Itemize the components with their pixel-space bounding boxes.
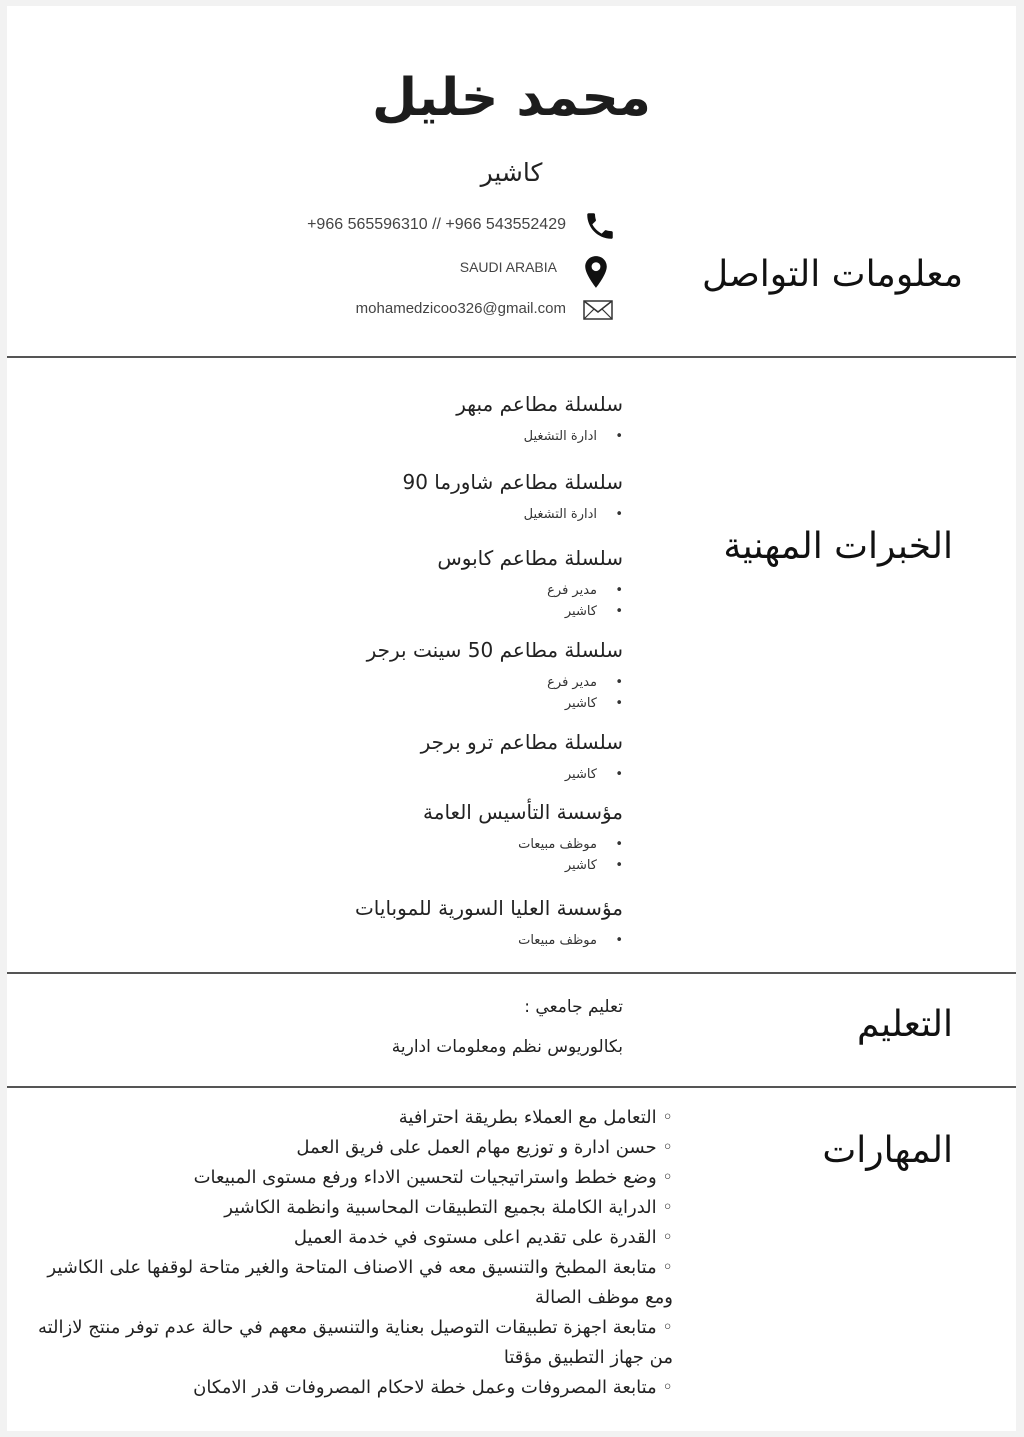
experience-item xyxy=(355,896,623,951)
role-item: • ادارة التشغيل xyxy=(402,504,623,525)
skills-list xyxy=(23,1103,673,1403)
phone-numbers: +966 565596310 // +966 543552429 xyxy=(307,216,566,233)
education-section-title: التعليم xyxy=(857,1004,953,1045)
divider xyxy=(7,356,1016,358)
role-list xyxy=(355,930,623,951)
email-text[interactable]: mohamedzicoo326@gmail.com xyxy=(355,300,566,317)
skill-item: ◦ وضع خطط واستراتيجيات لتحسين الاداء ورفع مستوى المبيعات xyxy=(23,1163,673,1193)
company-name: مؤسسة التأسيس العامة xyxy=(423,800,623,824)
phone-icon xyxy=(583,209,617,243)
experience-item xyxy=(367,638,623,714)
experience-item xyxy=(402,470,623,525)
experience-section-title: الخبرات المهنية xyxy=(723,526,953,567)
role-item: • كاشير xyxy=(437,601,623,622)
skill-item: ◦ متابعة المصروفات وعمل خطة لاحكام المصروفات قدر الامكان xyxy=(23,1373,673,1403)
company-name: سلسلة مطاعم مبهر xyxy=(456,392,623,416)
job-title: كاشير xyxy=(480,158,543,187)
company-name: سلسلة مطاعم ترو برجر xyxy=(420,730,623,754)
candidate-name: محمد خليل xyxy=(371,68,652,128)
role-item: • ادارة التشغيل xyxy=(456,426,623,447)
experience-item xyxy=(456,392,623,447)
role-item: • مدير فرع xyxy=(367,672,623,693)
experience-item xyxy=(423,800,623,876)
role-item: • موظف مبيعات xyxy=(355,930,623,951)
role-item: • كاشير xyxy=(423,855,623,876)
skills-section-title: المهارات xyxy=(822,1130,953,1171)
divider xyxy=(7,972,1016,974)
experience-item xyxy=(437,546,623,622)
education-degree: بكالوريوس نظم ومعلومات ادارية xyxy=(391,1037,623,1057)
resume-page xyxy=(7,6,1016,1431)
skill-item: ◦ حسن ادارة و توزيع مهام العمل على فريق العمل xyxy=(23,1133,673,1163)
role-list xyxy=(423,834,623,876)
company-name: سلسلة مطاعم شاورما 90 xyxy=(402,470,623,494)
skill-item: ◦ متابعة المطبخ والتنسيق معه في الاصناف المتاحة والغير متاحة لوقفها على الكاشير ومع موظف الصالة xyxy=(23,1253,673,1313)
experience-item xyxy=(421,730,623,785)
skill-item: ◦ القدرة على تقديم اعلى مستوى في خدمة العميل xyxy=(23,1223,673,1253)
skill-item: ◦ متابعة اجهزة تطبيقات التوصيل بعناية والتنسيق معهم في حالة عدم توفر منتج لازالته من جهاز التطبيق مؤقتا xyxy=(23,1313,673,1373)
role-list xyxy=(402,504,623,525)
role-item: • كاشير xyxy=(421,764,623,785)
location-pin-icon xyxy=(582,255,610,289)
role-list xyxy=(421,764,623,785)
role-item: • مدير فرع xyxy=(437,580,623,601)
role-list xyxy=(367,672,623,714)
skill-item: ◦ الدراية الكاملة بجميع التطبيقات المحاسبية وانظمة الكاشير xyxy=(23,1193,673,1223)
role-item: • كاشير xyxy=(367,693,623,714)
contact-section-title: معلومات التواصل xyxy=(701,254,963,295)
role-list xyxy=(456,426,623,447)
skill-item: ◦ التعامل مع العملاء بطريقة احترافية xyxy=(23,1103,673,1133)
role-list xyxy=(437,580,623,622)
envelope-icon xyxy=(583,300,613,320)
location-text: SAUDI ARABIA xyxy=(459,259,557,275)
divider xyxy=(7,1086,1016,1088)
role-item: • موظف مبيعات xyxy=(423,834,623,855)
company-name: سلسلة مطاعم كابوس xyxy=(437,546,623,570)
company-name: مؤسسة العليا السورية للموبايات xyxy=(354,896,623,920)
company-name: سلسلة مطاعم 50 سينت برجر xyxy=(366,638,623,662)
education-label: تعليم جامعي : xyxy=(524,997,623,1017)
